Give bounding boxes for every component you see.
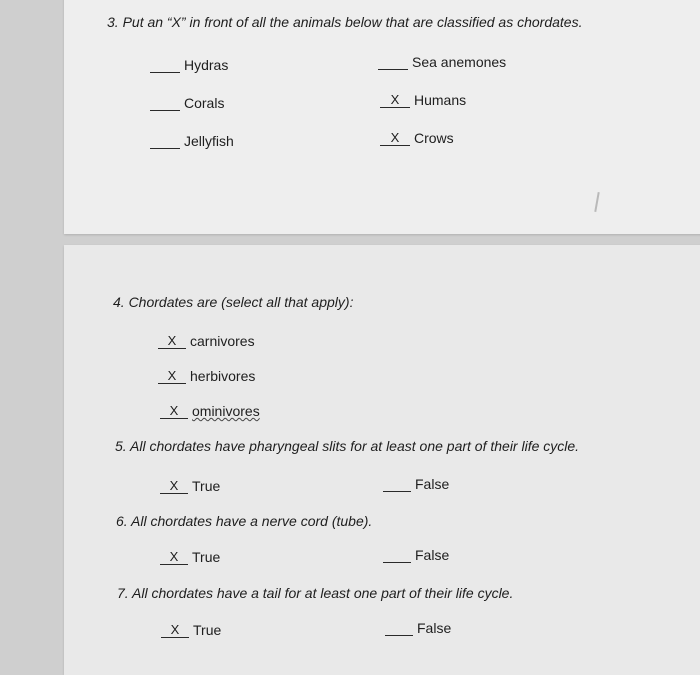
q4-option-omnivores[interactable]	[160, 403, 260, 419]
answer-blank[interactable]	[150, 134, 180, 149]
q3-option-crows[interactable]	[380, 130, 454, 146]
q3-option-sea-anemones[interactable]	[378, 54, 506, 70]
question-5-prompt: 5. All chordates have pharyngeal slits for at least one part of their life cycle.	[115, 438, 580, 454]
answer-blank[interactable]: X	[160, 404, 188, 419]
answer-blank[interactable]: X	[380, 93, 410, 108]
q7-option-true[interactable]	[161, 622, 221, 638]
answer-blank[interactable]	[383, 548, 411, 563]
option-label: True	[192, 549, 221, 565]
question-3-panel	[64, 0, 700, 234]
option-label: False	[415, 547, 450, 563]
answer-blank[interactable]	[378, 55, 408, 70]
question-7-prompt: 7. All chordates have a tail for at least one part of their life cycle.	[117, 585, 514, 601]
option-label: False	[417, 620, 452, 636]
option-label: Hydras	[184, 57, 229, 73]
answer-blank[interactable]: X	[158, 334, 186, 349]
question-4-prompt: 4. Chordates are (select all that apply):	[113, 294, 354, 310]
q3-option-humans[interactable]	[380, 92, 466, 108]
option-label: ominivores	[192, 403, 260, 419]
q6-option-true[interactable]	[160, 549, 220, 565]
q7-option-false[interactable]	[385, 620, 451, 636]
option-label: Crows	[414, 130, 454, 146]
option-label: herbivores	[190, 368, 256, 384]
question-3-prompt: 3. Put an “X” in front of all the animals below that are classified as chordates.	[107, 14, 583, 30]
option-label: Sea anemones	[412, 54, 507, 70]
answer-blank[interactable]	[150, 58, 180, 73]
q3-option-hydras[interactable]	[150, 57, 228, 73]
option-label: False	[415, 476, 450, 492]
answer-blank[interactable]	[150, 96, 180, 111]
option-label: Corals	[184, 95, 225, 111]
q4-option-carnivores[interactable]	[158, 333, 255, 349]
answer-blank[interactable]: X	[158, 369, 186, 384]
answer-blank[interactable]	[385, 621, 413, 636]
q6-option-false[interactable]	[383, 547, 449, 563]
option-label: carnivores	[190, 333, 255, 349]
answer-blank[interactable]	[383, 477, 411, 492]
option-label: True	[192, 478, 221, 494]
answer-blank[interactable]: X	[160, 550, 188, 565]
answer-blank[interactable]: X	[380, 131, 410, 146]
q3-option-corals[interactable]	[150, 95, 224, 111]
option-label: True	[193, 622, 222, 638]
answer-blank[interactable]: X	[161, 623, 189, 638]
q3-option-jellyfish[interactable]	[150, 133, 234, 149]
answer-blank[interactable]: X	[160, 479, 188, 494]
option-label: Jellyfish	[184, 133, 234, 149]
q5-option-true[interactable]	[160, 478, 220, 494]
option-label: Humans	[414, 92, 467, 108]
q4-option-herbivores[interactable]	[158, 368, 255, 384]
question-6-prompt: 6. All chordates have a nerve cord (tube).	[116, 513, 373, 529]
q5-option-false[interactable]	[383, 476, 449, 492]
